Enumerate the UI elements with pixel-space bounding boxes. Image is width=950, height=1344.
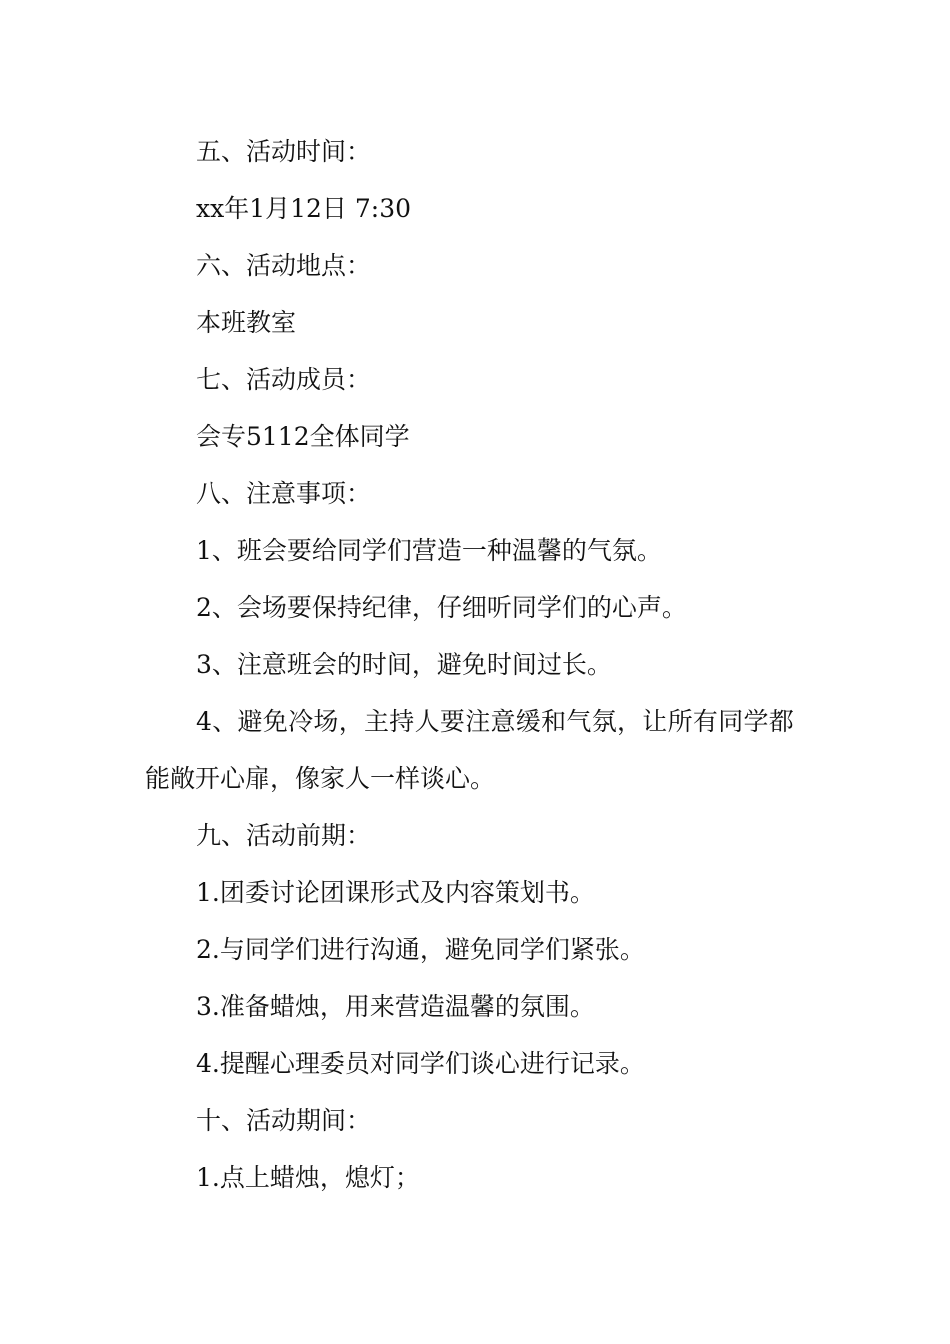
pre-activity-item-4: 4.提醒心理委员对同学们谈心进行记录。 [196,1049,645,1078]
section-heading-during-activity: 十、活动期间： [196,1106,372,1135]
section-heading-notes: 八、注意事项： [196,479,372,508]
note-item-2: 2、会场要保持纪律，仔细听同学们的心声。 [196,593,687,622]
document-body [145,131,810,1214]
section-heading-activity-time: 五、活动时间： [196,137,372,166]
note-item-4-line-2: 能敞开心扉，像家人一样谈心。 [145,764,496,793]
pre-activity-item-3: 3.准备蜡烛，用来营造温馨的氛围。 [196,992,595,1021]
note-item-1: 1、班会要给同学们营造一种温馨的气氛。 [196,536,662,565]
note-item-4-line-1: 4、避免冷场，主持人要注意缓和气氛，让所有同学都 [196,707,795,736]
pre-activity-item-2: 2.与同学们进行沟通，避免同学们紧张。 [196,935,645,964]
note-item-3: 3、注意班会的时间，避免时间过长。 [196,650,612,679]
activity-location-value: 本班教室 [196,308,297,337]
pre-activity-item-1: 1.团委讨论团课形式及内容策划书。 [196,878,595,907]
section-heading-activity-members: 七、活动成员： [196,365,372,394]
section-heading-activity-location: 六、活动地点： [196,251,372,280]
section-heading-pre-activity: 九、活动前期： [196,821,372,850]
during-activity-item-1: 1.点上蜡烛，熄灯； [196,1163,420,1192]
activity-members-value: 会专5112全体同学 [196,422,410,451]
activity-time-value: xx年1月12日 7:30 [196,194,412,223]
